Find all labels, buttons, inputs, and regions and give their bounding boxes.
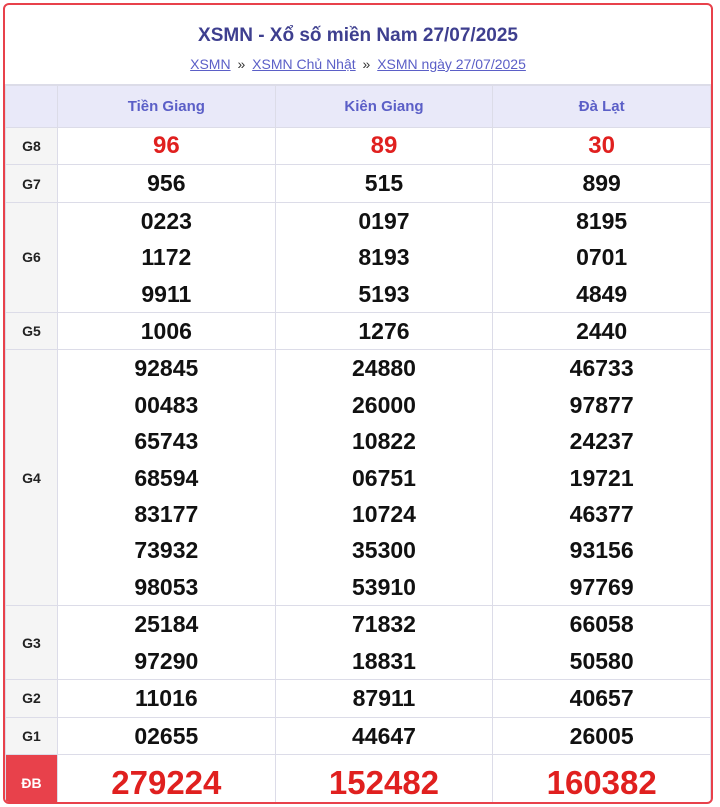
prize-number: 40657 (569, 685, 634, 712)
prize-number: 92845 (134, 355, 199, 382)
province-header-da-lat: Đà Lạt (493, 86, 711, 128)
prize-row-g4 (6, 350, 711, 606)
prize-number: 4849 (576, 280, 628, 307)
prize-cell (58, 680, 276, 717)
prize-number: 87911 (352, 685, 416, 712)
results-table (5, 85, 711, 804)
prize-number: 10822 (352, 428, 416, 455)
prize-label: G4 (6, 350, 58, 606)
prize-number: 11016 (134, 685, 198, 712)
prize-number: 1006 (140, 318, 192, 345)
page-title: XSMN - Xổ số miền Nam 27/07/2025 (198, 25, 518, 46)
prize-number: 2440 (576, 318, 628, 345)
prize-label: G3 (6, 606, 58, 680)
prize-number: 96 (152, 132, 180, 159)
prize-number: 00483 (134, 391, 199, 418)
prize-label: G6 (6, 202, 58, 312)
breadcrumb-separator: » (237, 56, 246, 72)
prize-number: 25184 (134, 611, 199, 638)
province-header-kien-giang: Kiên Giang (275, 86, 493, 128)
prize-cell (493, 606, 711, 680)
prize-cell (58, 717, 276, 754)
prize-cell (58, 313, 276, 350)
prize-cell (493, 202, 711, 312)
prize-number: 97290 (134, 647, 199, 674)
prize-cell (493, 350, 711, 606)
prize-label: G2 (6, 680, 58, 717)
prize-cell (275, 128, 493, 165)
prize-number: 02655 (134, 722, 199, 749)
prize-number: 44647 (352, 722, 416, 749)
prize-cell (493, 313, 711, 350)
prize-number: 1276 (358, 318, 410, 345)
prize-cell (58, 128, 276, 165)
prize-number: 73932 (134, 537, 199, 564)
prize-cell (493, 128, 711, 165)
prize-number: 50580 (569, 647, 634, 674)
prize-number: 8195 (576, 207, 628, 234)
prize-number: 0197 (358, 207, 410, 234)
breadcrumb-date-link[interactable]: XSMN ngày 27/07/2025 (377, 56, 526, 72)
prize-number: 06751 (352, 464, 416, 491)
prize-row-g5 (6, 313, 711, 350)
prize-number: 956 (147, 170, 186, 197)
prize-cell (493, 754, 711, 804)
prize-label: G1 (6, 717, 58, 754)
prize-number: 9911 (141, 280, 192, 307)
prize-label: G7 (6, 165, 58, 202)
prize-number: 26005 (569, 722, 634, 749)
prize-number: 5193 (358, 280, 410, 307)
breadcrumb (5, 56, 711, 72)
prize-row-g2 (6, 680, 711, 717)
prize-cell (275, 680, 493, 717)
prize-number: 515 (364, 170, 404, 197)
prize-number: 19721 (569, 464, 634, 491)
prize-cell (58, 350, 276, 606)
breadcrumb-xsmn-link[interactable]: XSMN (190, 56, 231, 72)
prize-number: 1172 (141, 244, 192, 271)
prize-row-g8 (6, 128, 711, 165)
breadcrumb-separator: » (362, 56, 371, 72)
prize-cell (58, 202, 276, 312)
prize-row-g3 (6, 606, 711, 680)
prize-number: 97877 (569, 391, 634, 418)
prize-number: 0223 (140, 207, 192, 234)
header-corner (6, 86, 58, 128)
prize-number: 46377 (569, 501, 634, 528)
prize-cell (275, 350, 493, 606)
prize-number: 8193 (358, 244, 410, 271)
prize-cell (493, 165, 711, 202)
prize-number: 279224 (111, 763, 222, 801)
prize-number: 24237 (569, 428, 634, 455)
prize-cell (275, 313, 493, 350)
prize-row-db (6, 754, 711, 804)
prize-number: 53910 (352, 573, 416, 600)
prize-number: 97769 (569, 573, 634, 600)
prize-row-g6 (6, 202, 711, 312)
prize-row-g7 (6, 165, 711, 202)
prize-number: 18831 (352, 647, 416, 674)
prize-label: G5 (6, 313, 58, 350)
prize-cell (493, 717, 711, 754)
prize-number: 160382 (546, 763, 657, 801)
prize-cell (275, 165, 493, 202)
prize-number: 152482 (328, 763, 440, 801)
prize-cell (493, 680, 711, 717)
prize-label: ĐB (6, 754, 58, 804)
prize-cell (58, 606, 276, 680)
prize-number: 65743 (134, 428, 199, 455)
prize-cell (58, 754, 276, 804)
prize-number: 83177 (134, 501, 199, 528)
prize-cell (58, 165, 276, 202)
prize-number: 89 (370, 132, 398, 159)
prize-number: 35300 (352, 537, 416, 564)
prize-number: 46733 (569, 355, 634, 382)
results-card (3, 3, 713, 804)
prize-number: 24880 (352, 355, 416, 382)
prize-number: 26000 (352, 391, 416, 418)
prize-row-g1 (6, 717, 711, 754)
prize-cell (275, 717, 493, 754)
prize-cell (275, 202, 493, 312)
prize-cell (275, 606, 493, 680)
province-header-row (6, 86, 711, 128)
prize-number: 93156 (569, 537, 634, 564)
breadcrumb-sunday-link[interactable]: XSMN Chủ Nhật (252, 56, 356, 72)
prize-number: 71832 (352, 611, 416, 638)
prize-number: 899 (582, 170, 621, 197)
results-header (5, 5, 711, 85)
prize-number: 68594 (134, 464, 199, 491)
prize-number: 10724 (352, 501, 416, 528)
province-header-tien-giang: Tiền Giang (58, 86, 276, 128)
prize-label: G8 (6, 128, 58, 165)
prize-number: 98053 (134, 573, 199, 600)
prize-number: 0701 (576, 244, 628, 271)
prize-number: 66058 (569, 611, 634, 638)
prize-number: 30 (588, 132, 615, 159)
prize-cell (275, 754, 493, 804)
